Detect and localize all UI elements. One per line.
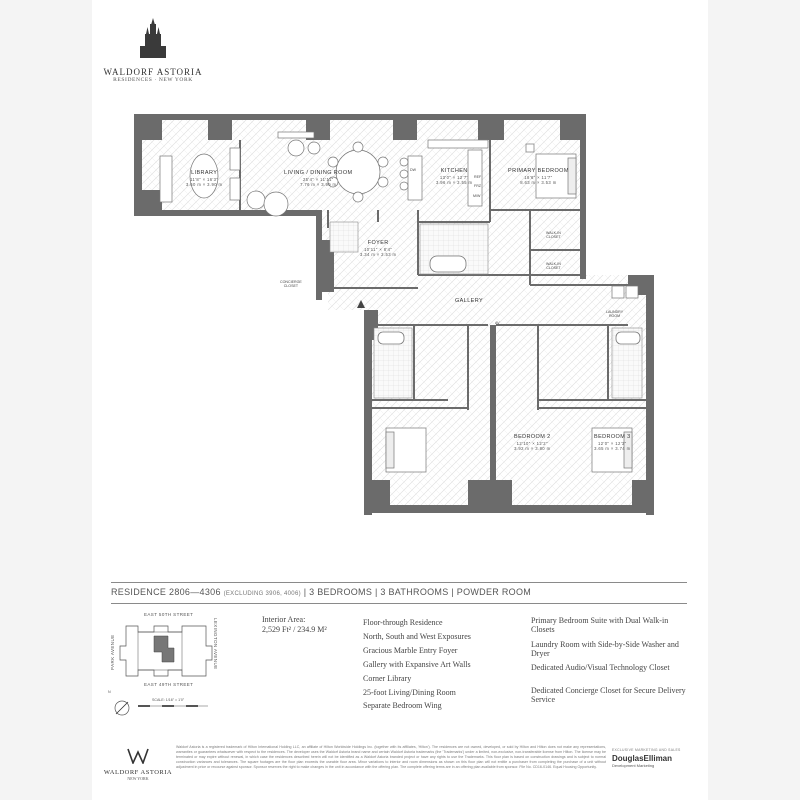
- residence-title: RESIDENCE 2806—4306: [111, 587, 221, 597]
- right-margin: [708, 0, 800, 800]
- room-living-dining: LIVING / DINING ROOM 25'4" × 11'11" 7.76 m × 3.99 m: [284, 170, 353, 188]
- walk-in-closet-1: WALK-IN CLOSET: [546, 231, 561, 240]
- room-gallery: GALLERY: [455, 298, 484, 304]
- interior-area-value: 2,529 Ft² / 234.9 M²: [262, 625, 327, 634]
- feature-item: Separate Bedroom Wing: [363, 701, 442, 710]
- feature-item: Primary Bedroom Suite with Dual Walk-in Closets: [531, 616, 669, 634]
- left-margin: [0, 0, 92, 800]
- north-label: N: [108, 690, 111, 694]
- legal-disclaimer: Waldorf Astoria is a registered trademark of Hilton International Holding LLC, an affiliate of Hilton Worldwide Holdings Inc. (together with its affiliates, 'Hilton'). The residences are not owned, developed, or sold by Hilton and Hilton does not make any representations, warranties or guarantees whatsoever with respect to the residences. The developer uses the Waldorf Astoria brand name and certain Waldorf Astoria trademarks (the 'Trademarks') under a limited, non-exclusive, non-transferable license from Hilton. The license may be terminated or may expire without renewal, in which case the residences described herein will not be identified as a Waldorf Astoria branded project or have any rights to use the Trademarks. This floor plan is based on construction drawings and is subject to normal construction variances and tolerances. The square footages are the floor plan exceeds the useable floor area. Minor variations to interior and room dimensions as shown on this floor plan will not entitle a purchaser from completing the purchase of a unit without adjustment in price or recourse against sponsor. Sponsor reserves the right to make changes in the unit in accordance with the offering plan. The complete offering terms are in an offering plan available from sponsor. File No. CD16-0146. Equal Housing Opportunity.: [176, 745, 606, 769]
- room-bedroom-2: BEDROOM 2 12'10" × 12'2" 3.92 m × 3.80 m: [514, 434, 551, 452]
- dw-label: DW: [410, 168, 416, 172]
- mw-label: M/W: [473, 194, 481, 198]
- ref-label: REF: [474, 175, 482, 179]
- street-south: EAST 49TH STREET: [144, 682, 194, 687]
- bottom-rule: [111, 603, 687, 604]
- marketing-name: DouglasElliman: [612, 754, 673, 763]
- key-plan-drawing: [108, 612, 228, 692]
- residence-header: [111, 587, 531, 597]
- av-closet: AV: [495, 321, 500, 325]
- footer-logo: [103, 748, 173, 781]
- room-library: LIBRARY 11'8" × 16'3" 3.60 m × 3.90 m: [186, 170, 223, 188]
- floor-plan: [128, 110, 678, 520]
- room-primary-bedroom: PRIMARY BEDROOM 18'6" × 11'7" 8.63 m × 3.53 m: [508, 168, 569, 186]
- scale-bar: [108, 690, 222, 720]
- marketing-sub: Development Marketing: [612, 763, 655, 768]
- concierge-closet: CONCIERGE CLOSET: [280, 280, 302, 289]
- avenue-east: LEXINGTON AVENUE: [213, 618, 218, 670]
- brand-subtitle: RESIDENCES · NEW YORK: [113, 77, 193, 83]
- frz-label: FRZ: [474, 184, 481, 188]
- room-kitchen: KITCHEN 13'0" × 12'7" 3.96 m × 3.55 m: [436, 168, 473, 186]
- footer-brand: WALDORF ASTORIA: [103, 769, 173, 776]
- feature-item: Dedicated Audio/Visual Technology Closet: [531, 663, 670, 672]
- residence-summary: | 3 BEDROOMS | 3 BATHROOMS | POWDER ROOM: [300, 587, 532, 597]
- feature-item: Dedicated Concierge Closet for Secure Delivery Service: [531, 686, 686, 704]
- key-plan: [108, 612, 228, 692]
- walk-in-closet-2: WALK-IN CLOSET: [546, 262, 561, 271]
- laundry-room: LAUNDRY ROOM: [606, 310, 624, 319]
- feature-item: 25-foot Living/Dining Room: [363, 688, 456, 697]
- feature-item: North, South and West Exposures: [363, 632, 471, 641]
- street-north: EAST 50TH STREET: [144, 612, 194, 617]
- footer-brand-sub: NEW YORK: [127, 776, 149, 781]
- avenue-west: PARK AVENUE: [110, 634, 115, 670]
- waldorf-logo: [98, 18, 208, 83]
- feature-item: Laundry Room with Side-by-Side Washer and Dryer: [531, 640, 679, 658]
- brand-name: WALDORF ASTORIA: [103, 67, 203, 77]
- feature-item: Floor-through Residence: [363, 618, 443, 627]
- residence-exclusion: (EXCLUDING 3906, 4006): [223, 591, 301, 597]
- interior-area-label: Interior Area:: [262, 615, 306, 624]
- feature-item: Corner Library: [363, 674, 412, 683]
- room-foyer: FOYER 10'11" × 8'4" 3.34 m × 2.53 m: [360, 240, 397, 258]
- tower-icon: [133, 18, 173, 60]
- feature-item: Gracious Marble Entry Foyer: [363, 646, 458, 655]
- marketing-label: EXCLUSIVE MARKETING AND SALES: [612, 748, 681, 752]
- douglas-elliman-logo: [612, 748, 692, 768]
- feature-item: Gallery with Expansive Art Walls: [363, 660, 471, 669]
- scale-label: SCALE: 1/16" = 1'0": [152, 698, 185, 702]
- wa-monogram-icon: [127, 748, 149, 764]
- room-bedroom-3: BEDROOM 3 12'0" × 12'3" 3.65 m × 3.74 m: [594, 434, 631, 452]
- top-rule: [111, 582, 687, 583]
